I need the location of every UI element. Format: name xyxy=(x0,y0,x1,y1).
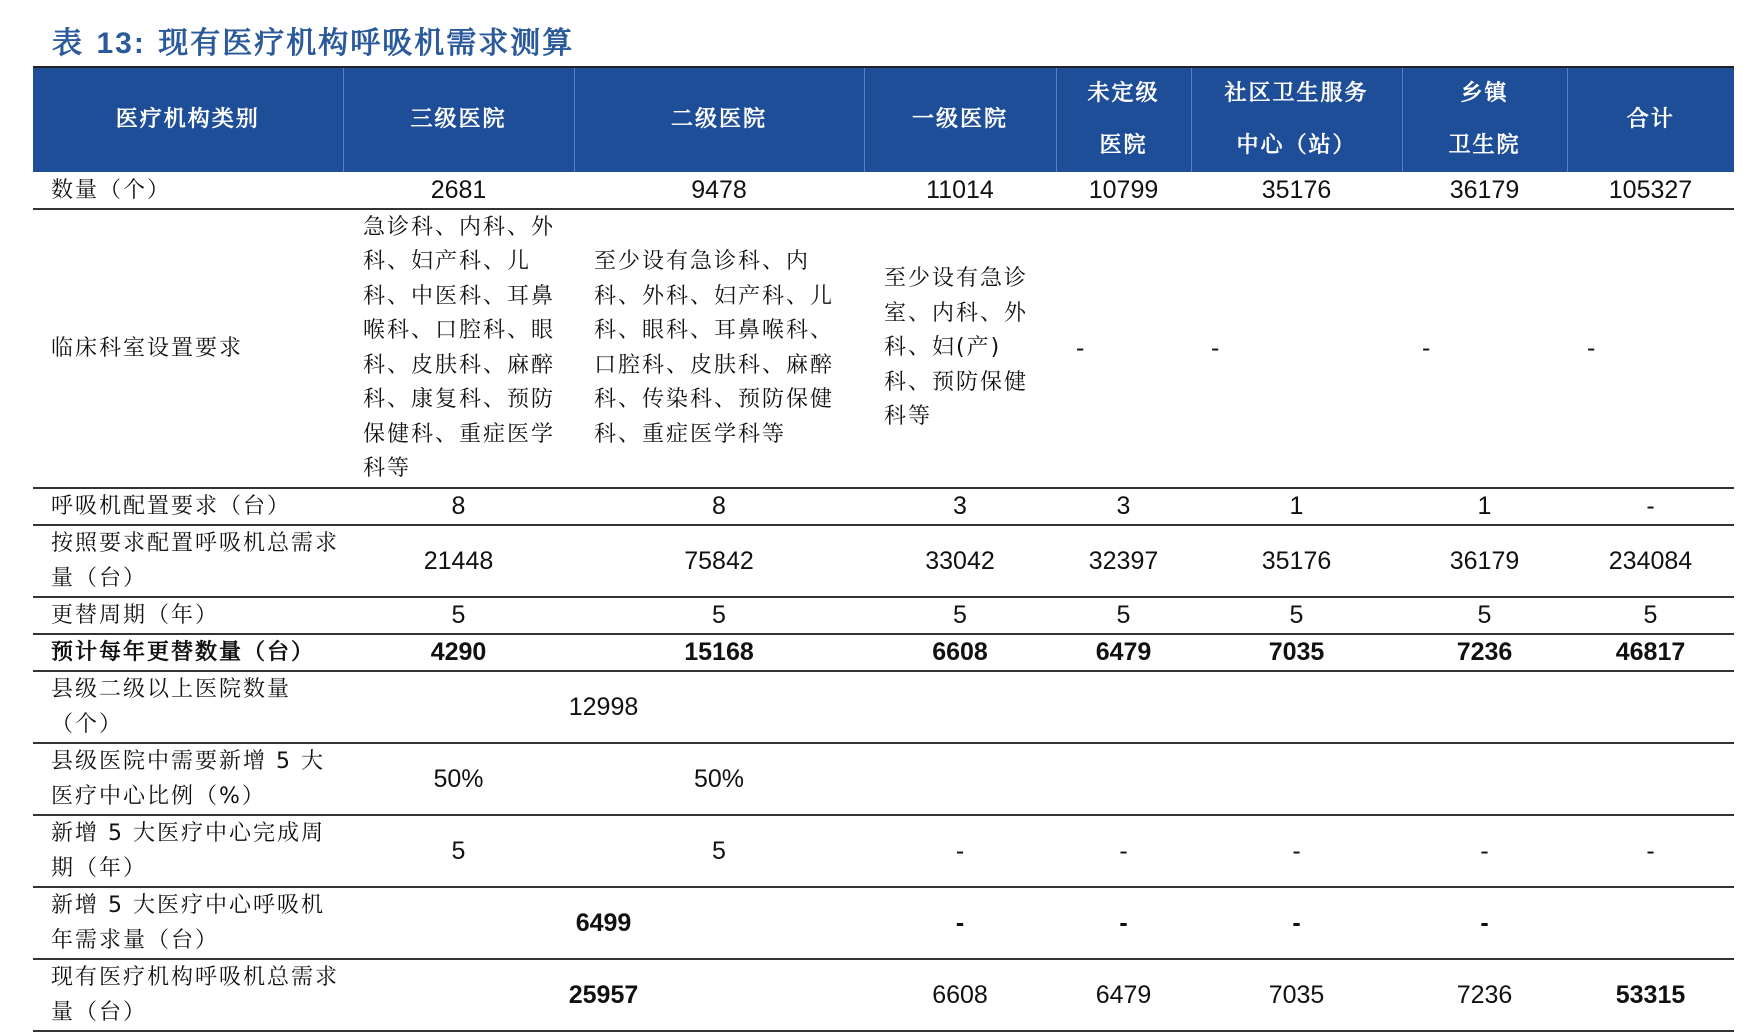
row-count xyxy=(33,172,1734,209)
cell-merged: 12998 xyxy=(568,692,639,721)
cell-total: 46817 xyxy=(1615,638,1686,666)
row-annual-replace xyxy=(33,634,1734,671)
cell: - xyxy=(1119,908,1128,937)
cell: 8 xyxy=(451,492,466,520)
cell: - xyxy=(1480,836,1489,865)
cell: 5 xyxy=(1116,601,1131,629)
cell: - xyxy=(955,836,965,865)
cell: 5 xyxy=(451,836,466,865)
cell: - xyxy=(1076,334,1085,362)
cell-text: 至少设有急诊科、内科、外科、妇产科、儿科、眼科、耳鼻喉科、口腔科、皮肤科、麻醉科、传染科、预防保健科、重症医学科等 xyxy=(594,249,835,447)
cell: 2681 xyxy=(430,175,487,204)
cell: 1 xyxy=(1289,492,1304,520)
cell: 4290 xyxy=(430,638,487,666)
cell: 7236 xyxy=(1456,638,1513,666)
row-label: 现有医疗机构呼吸机总需求量（台） xyxy=(51,965,340,1025)
cell: 35176 xyxy=(1261,175,1332,204)
cell: 50% xyxy=(693,764,745,793)
row-label: 新增 5 大医疗中心完成周期（年） xyxy=(51,821,325,881)
cell-merged: 6499 xyxy=(575,908,632,937)
title-text: 现有医疗机构呼吸机需求测算 xyxy=(145,26,575,61)
row-total-demand xyxy=(33,525,1734,597)
cell: 8 xyxy=(712,492,726,520)
cell: 9478 xyxy=(691,175,747,204)
cell: - xyxy=(1119,836,1128,865)
cell: 5 xyxy=(1643,601,1658,629)
row-label: 更替周期（年） xyxy=(51,603,220,628)
cell: 36179 xyxy=(1449,546,1520,575)
cell: 6479 xyxy=(1095,638,1152,666)
cell: 75842 xyxy=(684,546,754,575)
cell: - xyxy=(1211,334,1220,362)
header-unrated: 未定级 医院 xyxy=(1056,67,1191,172)
row-cycle xyxy=(33,597,1734,634)
table-title xyxy=(52,18,574,62)
title-prefix: 表 xyxy=(52,26,97,61)
row-center-demand xyxy=(33,887,1734,959)
cell: 50% xyxy=(433,764,484,793)
row-label: 数量（个） xyxy=(51,177,172,203)
cell-merged: 25957 xyxy=(568,980,639,1009)
cell: - xyxy=(1646,836,1655,865)
cell: - xyxy=(1292,908,1301,937)
cell: - xyxy=(955,908,965,937)
header-primary: 一级医院 xyxy=(864,67,1056,172)
cell: 15168 xyxy=(684,638,754,666)
cell: 33042 xyxy=(925,546,995,575)
cell-total: 53315 xyxy=(1615,980,1686,1009)
cell: 5 xyxy=(712,601,726,629)
header-category: 医疗机构类别 xyxy=(33,67,343,172)
cell: 3 xyxy=(1116,492,1131,520)
cell: - xyxy=(1292,836,1301,865)
title-number: 13: xyxy=(96,27,146,60)
cell: 11014 xyxy=(926,175,994,204)
cell: 234084 xyxy=(1608,546,1693,575)
row-county-count xyxy=(33,671,1734,743)
cell: 5 xyxy=(1477,601,1492,629)
cell: - xyxy=(1646,492,1655,520)
cell: 5 xyxy=(1289,601,1304,629)
row-label: 县级二级以上医院数量（个） xyxy=(51,677,292,737)
cell: 7236 xyxy=(1456,980,1513,1009)
cell: - xyxy=(1480,908,1489,937)
cell: 5 xyxy=(712,836,726,865)
row-label: 县级医院中需要新增 5 大医疗中心比例（%） xyxy=(51,749,325,809)
row-center-period xyxy=(33,815,1734,887)
row-label: 预计每年更替数量（台） xyxy=(51,640,316,665)
cell: 21448 xyxy=(423,546,494,575)
ventilator-demand-table xyxy=(33,66,1734,1032)
row-label: 呼吸机配置要求（台） xyxy=(51,494,292,519)
cell-empty xyxy=(864,671,1734,743)
cell: 5 xyxy=(953,601,967,629)
cell-text: 急诊科、内科、外科、妇产科、儿科、中医科、耳鼻喉科、口腔科、眼科、皮肤科、麻醉科、康复科、预防保健科、重症医学科等 xyxy=(363,214,556,481)
header-tertiary: 三级医院 xyxy=(343,67,574,172)
row-label: 按照要求配置呼吸机总需求量（台） xyxy=(51,531,340,591)
cell: 10799 xyxy=(1088,175,1159,204)
header-total: 合计 xyxy=(1567,67,1734,172)
cell: 6608 xyxy=(932,638,988,666)
header-township: 乡镇 卫生院 xyxy=(1402,67,1567,172)
row-label: 新增 5 大医疗中心呼吸机年需求量（台） xyxy=(51,893,325,953)
cell-text: 至少设有急诊室、内科、外科、妇(产)科、预防保健科等 xyxy=(884,266,1029,430)
row-existing-total xyxy=(33,959,1734,1031)
cell: 7035 xyxy=(1268,638,1325,666)
header-row xyxy=(33,67,1734,172)
cell: 5 xyxy=(451,601,466,629)
cell-empty xyxy=(864,743,1734,815)
row-clinical xyxy=(33,209,1734,488)
header-secondary: 二级医院 xyxy=(574,67,864,172)
cell: 7035 xyxy=(1268,980,1325,1009)
row-vent-req xyxy=(33,488,1734,525)
cell: 105327 xyxy=(1608,175,1693,204)
cell: 6608 xyxy=(932,980,988,1009)
cell: 35176 xyxy=(1261,546,1332,575)
cell: 3 xyxy=(953,492,967,520)
cell: 36179 xyxy=(1449,175,1520,204)
cell: 6479 xyxy=(1095,980,1152,1009)
cell: - xyxy=(1587,334,1596,362)
header-community: 社区卫生服务 中心（站） xyxy=(1191,67,1402,172)
cell-empty xyxy=(1567,887,1734,959)
row-center-ratio xyxy=(33,743,1734,815)
cell: - xyxy=(1422,334,1431,362)
cell: 1 xyxy=(1477,492,1492,520)
cell: 32397 xyxy=(1088,546,1159,575)
row-label: 临床科室设置要求 xyxy=(51,336,244,361)
